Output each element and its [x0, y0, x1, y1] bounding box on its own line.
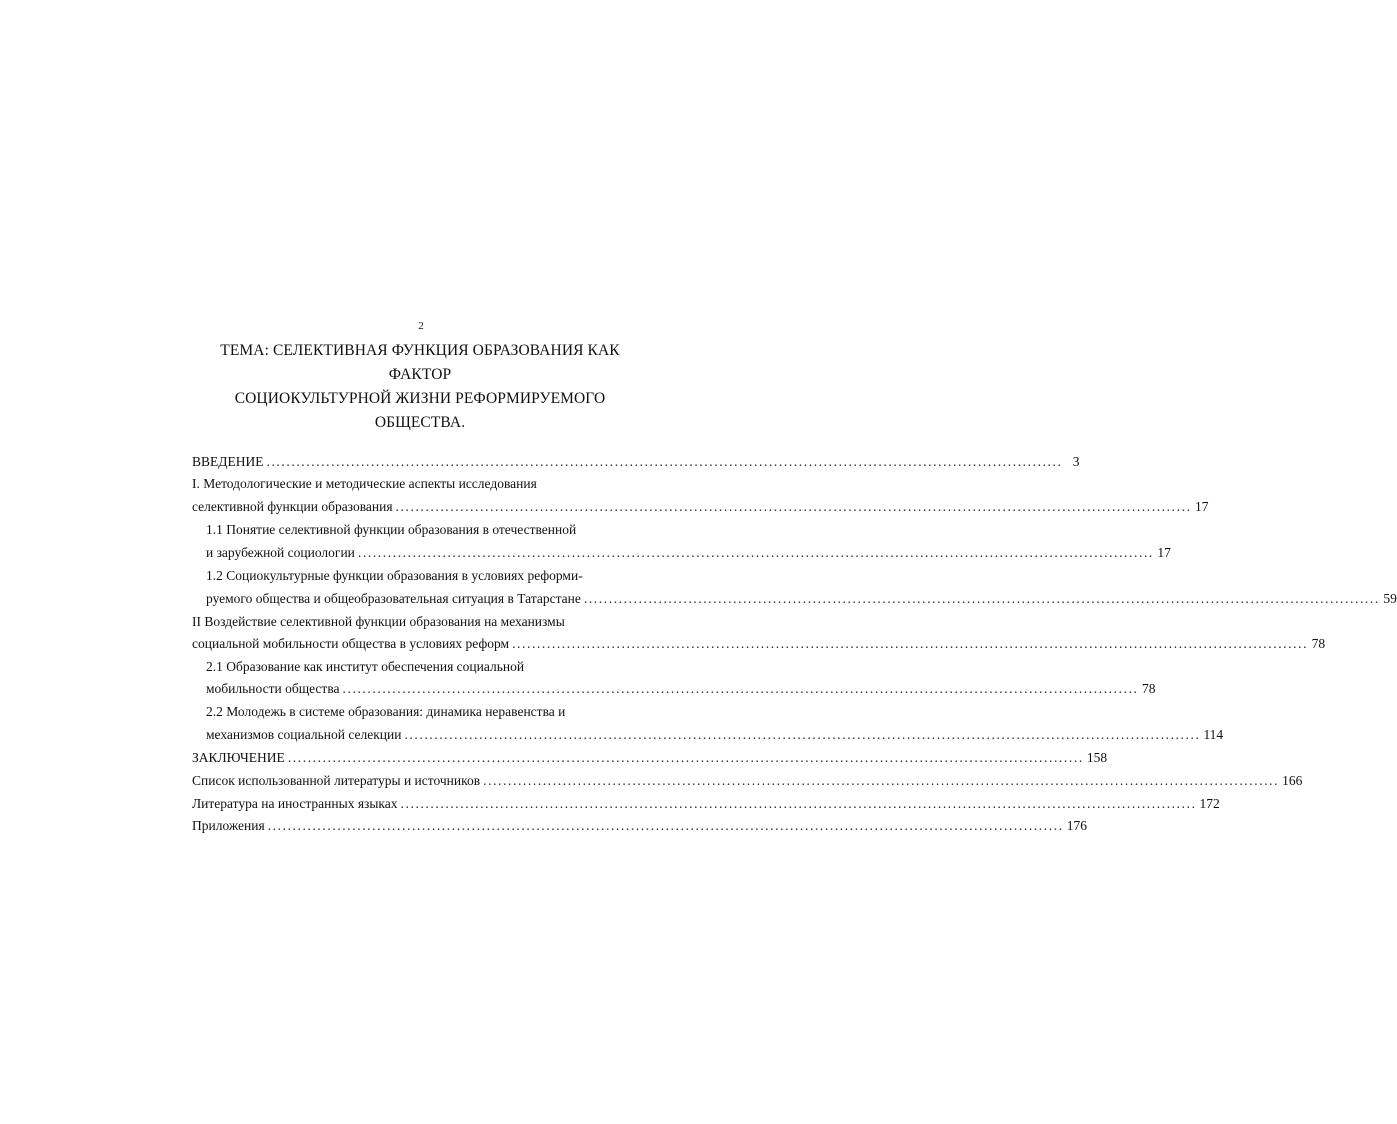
- toc-label: ВВЕДЕНИЕ: [192, 454, 264, 469]
- toc-label: 1.2 Социокультурные функции образования в условиях реформи-: [206, 568, 583, 583]
- toc-label: 2.2 Молодежь в системе образования: динамика неравенства и: [206, 704, 566, 719]
- dot-leader: ................................................................................................................................................................: [267, 818, 1064, 833]
- toc-entry-chapter1-line2: [192, 497, 1209, 517]
- toc-page: 114: [1203, 727, 1224, 742]
- toc-entry-references: [192, 771, 1303, 791]
- dot-leader: ................................................................................................................................................................: [583, 591, 1380, 606]
- toc-label: II Воздействие селективной функции образования на механизмы: [192, 614, 565, 629]
- toc-entry-section1-1-line2: [192, 543, 1171, 563]
- toc-label: I. Методологические и методические аспекты исследования: [192, 476, 537, 491]
- title-line-1: ТЕМА: СЕЛЕКТИВНАЯ ФУНКЦИЯ ОБРАЗОВАНИЯ КАК ФАКТОР: [220, 342, 620, 383]
- toc-entry-section2-2-line2: [192, 725, 1224, 745]
- dot-leader: ................................................................................................................................................................: [512, 636, 1309, 651]
- dot-leader: ................................................................................................................................................................: [342, 681, 1139, 696]
- toc-label: и зарубежной социологии: [206, 545, 355, 560]
- dot-leader: ................................................................................................................................................................: [266, 454, 1063, 469]
- toc-page: 78: [1311, 636, 1326, 651]
- toc-page: 3: [1072, 454, 1080, 469]
- toc-label: селективной функции образования: [192, 499, 393, 514]
- toc-page: 59: [1383, 591, 1397, 606]
- toc-label: ЗАКЛЮЧЕНИЕ: [192, 750, 285, 765]
- toc-label: 2.1 Образование как институт обеспечения социальной: [206, 659, 525, 674]
- toc-label: Литература на иностранных языках: [192, 796, 398, 811]
- page-number: 2: [418, 320, 424, 332]
- toc-entry-chapter2-line1: [192, 612, 635, 632]
- toc-label: механизмов социальной селекции: [206, 727, 402, 742]
- toc-entry-section2-2-line1: [192, 702, 649, 722]
- toc-page: 176: [1066, 818, 1087, 833]
- toc-label: социальной мобильности общества в условиях реформ: [192, 636, 510, 651]
- toc-page: 17: [1157, 545, 1171, 560]
- toc-label: 1.1 Понятие селективной функции образования в отечественной: [206, 522, 577, 537]
- toc-entry-chapter2-line2: [192, 634, 1326, 654]
- toc-entry-section2-1-line1: [192, 657, 649, 677]
- toc-label: мобильности общества: [206, 681, 340, 696]
- toc-page: 166: [1282, 773, 1303, 788]
- toc-page: 172: [1199, 796, 1220, 811]
- toc-entry-section1-2-line2: [192, 589, 1397, 609]
- toc-entry-section1-1-line1: [192, 520, 649, 540]
- toc-page: 78: [1142, 681, 1156, 696]
- toc-label: Приложения: [192, 818, 265, 833]
- toc-entry-conclusion: [192, 748, 1108, 768]
- toc-entry-appendices: [192, 816, 1087, 836]
- toc-page: 158: [1086, 750, 1108, 765]
- toc-entry-foreign-literature: [192, 794, 1220, 814]
- toc-entry-introduction: [192, 452, 1080, 472]
- dot-leader: ................................................................................................................................................................: [404, 727, 1201, 742]
- title-line-2: СОЦИОКУЛЬТУРНОЙ ЖИЗНИ РЕФОРМИРУЕМОГО ОБЩЕСТВА.: [234, 390, 606, 431]
- toc-label: руемого общества и общеобразовательная ситуация в Татарстане: [206, 591, 581, 606]
- dot-leader: ................................................................................................................................................................: [357, 545, 1154, 560]
- document-title: [190, 339, 650, 435]
- toc-entry-chapter1-line1: [192, 474, 635, 494]
- toc-entry-section2-1-line2: [192, 679, 1156, 699]
- toc-entry-section1-2-line1: [192, 566, 649, 586]
- dot-leader: ................................................................................................................................................................: [483, 773, 1280, 788]
- dot-leader: ................................................................................................................................................................: [287, 750, 1084, 765]
- dot-leader: ................................................................................................................................................................: [400, 796, 1197, 811]
- toc-page: 17: [1195, 499, 1209, 514]
- dot-leader: ................................................................................................................................................................: [395, 499, 1192, 514]
- toc-label: Список использованной литературы и источников: [192, 773, 481, 788]
